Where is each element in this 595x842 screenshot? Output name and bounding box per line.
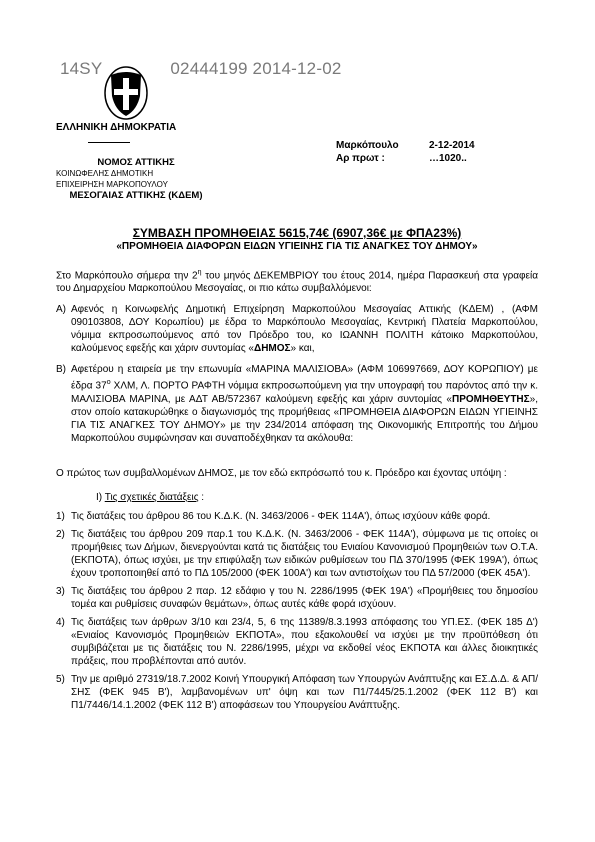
provision-number: 1) [56, 510, 65, 522]
org-line-1: ΚΟΙΝΩΦΕΛΗΣ ΔΗΜΟΤΙΚΗ [56, 169, 154, 178]
provision-text: Τις διατάξεις των άρθρων 3/10 και 23/4, 5, 6 της 11389/8.3.1993 απόφασης του ΥΠ.ΕΣ. (ΦΕΚ 185 Δ') «Ενιαίος Κανονισμός Προμηθειών ΕΚΠΟΤΑ», που εξακολουθεί να ισχύει με την προϋπόθεση ότι συμβιβάζεται με τις διατάξεις του Ν. 2286/1995, μέχρι να εκδοθεί νέος ΕΚΠΟΤΑ και άλλες διοικητικές πράξεις, που προβλέπονται από αυτόν. [71, 616, 538, 667]
section-heading: Ι) Τις σχετικές διατάξεις : [96, 491, 205, 503]
party-b-text: Αφετέρου η εταιρεία με την επωνυμία «ΜΑΡΙΝΑ ΜΑΛΙΣΙΟΒΑ» (ΑΦΜ 106997669, ΔΟΥ ΚΟΡΩΠΙΟΥ) με έδρα $37^o$ ΧΛΜ, Λ. ΠΟΡΤΟ ΡΑΦΤΗ νόμιμα εκπροσωπούμενη για την υπογραφή του παρόντος από την κ. ΜΑΛΙΣΙΟΒΑ ΜΑΡΙΝΑ, με ΑΔΤ ΑΒ/572367 καλούμενη εφεξής και χάριν συντομίας «ΠΡΟΜΗΘΕΥΤΗΣ», στον οποίο κατακυρώθηκε ο διαγωνισμός της προμήθειας «ΠΡΟΜΗΘΕΙΑ ΔΙΑΦΟΡΩΝ ΕΙΔΩΝ ΥΓΙΕΙΝΗΣ ΓΙΑ ΤΙΣ ΑΝΑΓΚΕΣ ΤΟΥ ΔΗΜΟΥ» με την 234/2014 απόφαση της Οικονομικής Επιτροπής του Δήμου Μαρκοπούλου συμφώνησαν και συναποδέχθηκαν τα ακόλουθα: [71, 364, 538, 444]
org-line-3: ΜΕΣΟΓΑΙΑΣ ΑΤΤΙΚΗΣ (ΚΔΕΜ) [69, 190, 203, 201]
provision-number: 4) [56, 616, 65, 628]
provision-item [56, 616, 538, 668]
provision-text: Τις διατάξεις του άρθρου 209 παρ.1 του Κ.Δ.Κ. (Ν. 3463/2006 - ΦΕΚ 114Α'), σύμφωνα με τις οποίες οι προμήθειες των Δήμων, διενεργούνται κατά τις διατάξεις του Ενιαίου Κανονισμού Προμηθειών των Ο.Τ.Α. (ΕΚΠΟΤΑ), όπως ισχύει, με την επιφύλαξη των ειδικών ρυθμίσεων του ΠΔ 370/1995 (ΦΕΚ 199Α'), όπως έχουν τροποποιηθεί από το ΠΔ 105/2000 (ΦΕΚ 100Α') και των αντιστοίχων του ΠΔ 57/2000 (ΦΕΚ 45Α'). [71, 528, 538, 579]
party-a-text: Αφενός η Κοινωφελής Δημοτική Επιχείρηση Μαρκοπούλου Μεσογαίας Αττικής (ΚΔΕΜ) , (ΑΦΜ 090103808, ΔΟΥ Κορωπίου) με έδρα το Μαρκόπουλο Μεσογαίας, Κεντρική Πλατεία Μαρκοπούλου, νόμιμα εκπροσωπούμενος από τον Πρόεδρο του, κο ΙΩΑΝΝΗ ΠΟΛΙΤΗ κάτοικο Μαρκοπούλου, καλούμενος εφεξής και χάριν συντομίας «ΔΗΜΟΣ» και, [71, 304, 538, 355]
contract-body [56, 266, 538, 712]
provisions-list [56, 510, 538, 712]
document-date: 2-12-2014 [429, 140, 475, 151]
ada-stamp [60, 59, 342, 79]
intro-paragraph: Στο Μαρκόπουλο σήμερα την $2^\eta$ του μηνός ΔΕΚΕΜΒΡΙΟΥ του έτους 2014, ημέρα Παρασκευή στα γραφεία του Δημαρχείου Μαρκοπούλου Μεσογαίας, οι πιο κάτω συμβαλλόμενοι: [56, 269, 538, 295]
org-line-2: ΕΠΙΧΕΙΡΗΣΗ ΜΑΡΚΟΠΟΥΛΟΥ [56, 180, 168, 189]
ada-stamp-right: 02444199 2014-12-02 [170, 59, 342, 78]
provision-number: 5) [56, 673, 65, 685]
party-a-marker: Α) [56, 304, 66, 316]
sender-block [56, 157, 216, 201]
place-label: Μαρκόπουλο [336, 140, 399, 151]
provision-text: Τις διατάξεις του άρθρου 2 παρ. 12 εδάφιο γ του Ν. 2286/1995 (ΦΕΚ 19Α') «Προμήθειες του δημοσίου τομέα και ρυθμίσεις συναφών θεμάτων», όπως αυτές κάθε φορά ισχύουν. [71, 585, 538, 610]
title-subtitle: «ΠΡΟΜΗΘΕΙΑ ΔΙΑΦΟΡΩΝ ΕΙΔΩΝ ΥΓΙΕΙΝΗΣ ΓΙΑ ΤΙΣ ΑΝΑΓΚΕΣ ΤΟΥ ΔΗΜΟΥ» [116, 241, 478, 252]
provision-item [56, 585, 538, 611]
provision-item [56, 528, 538, 580]
contract-title [56, 226, 538, 252]
party-b-marker: Β) [56, 364, 66, 376]
ada-stamp-left: 14SY [60, 59, 103, 78]
provision-item [56, 510, 538, 523]
title-main: ΣΥΜΒΑΣΗ ΠΡΟΜΗΘΕΙΑΣ 5615,74€ (6907,36€ με ΦΠΑ23%) [132, 226, 462, 240]
provision-number: 3) [56, 585, 65, 597]
provision-text: Την με αριθμό 27319/18.7.2002 Κοινή Υπουργική Απόφαση των Υπουργών Ανάπτυξης και ΕΣ.Δ.Δ. & ΑΠ/ΣΗΣ (ΦΕΚ 945 Β'), λαμβανομένων υπ' όψη και των Π1/7445/25.1.2002 (ΦΕΚ 112 Β') και Π1/7446/14.1.2002 (ΦΕΚ 112 Β') αποφάσεων του Υπουργείου Ανάπτυξης. [71, 673, 538, 711]
party-a [56, 303, 538, 355]
provision-number: 2) [56, 528, 65, 540]
protocol-label: Αρ πρωτ : [336, 153, 385, 164]
place-date-block [336, 139, 475, 165]
divider [88, 142, 130, 143]
protocol-number: …1020.. [429, 153, 467, 164]
first-party-paragraph: Ο πρώτος των συμβαλλομένων ΔΗΜΟΣ, με τον εδώ εκπρόσωπό του κ. Πρόεδρο και έχοντας υπόψη : [56, 467, 507, 479]
party-b [56, 363, 538, 444]
provision-item [56, 673, 538, 712]
coat-of-arms-icon [104, 66, 148, 120]
prefecture-name: ΝΟΜΟΣ ΑΤΤΙΚΗΣ [97, 157, 175, 168]
provision-text: Τις διατάξεις του άρθρου 86 του Κ.Δ.Κ. (Ν. 3463/2006 - ΦΕΚ 114Α'), όπως ισχύουν κάθε φορά. [71, 510, 491, 522]
country-name: ΕΛΛΗΝΙΚΗ ΔΗΜΟΚΡΑΤΙΑ [56, 122, 177, 133]
